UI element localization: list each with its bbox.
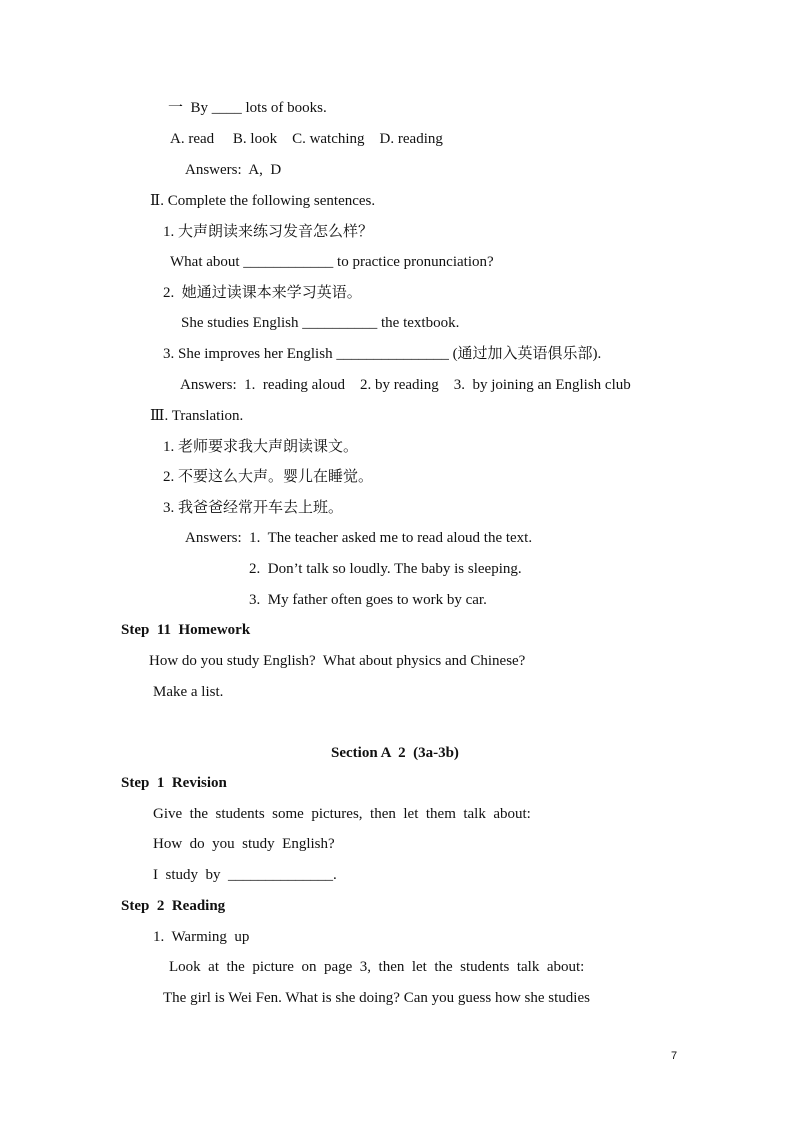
sentence-item-3: 3. She improves her English _______________ (通过加入英语俱乐部).: [163, 346, 602, 362]
answer-item-2: 2. Don’t talk so loudly. The baby is sleeping.: [249, 561, 522, 577]
translation-item-1: 1. 老师要求我大声朗读课文。: [163, 439, 359, 455]
sentence-item-2-english: She studies English __________ the textbook.: [181, 315, 460, 331]
translation-item-2: 2. 不要这么大声。婴儿在睡觉。: [163, 469, 374, 485]
section-heading-complete: Ⅱ. Complete the following sentences.: [150, 193, 376, 209]
warming-up-question: The girl is Wei Fen. What is she doing? Can you guess how she studies: [163, 990, 590, 1006]
revision-answer-blank: I study by ______________.: [153, 867, 337, 883]
page-number: 7: [671, 1050, 678, 1062]
answers-line: Answers: 1. reading aloud 2. by reading 3. by joining an English club: [180, 377, 631, 393]
quiz-options-line: A. read B. look C. watching D. reading: [170, 131, 443, 147]
step-heading-homework: Step 11 Homework: [121, 622, 251, 638]
revision-instruction: Give the students some pictures, then let them talk about:: [153, 806, 531, 822]
sentence-item-1-english: What about ____________ to practice pronunciation?: [170, 254, 494, 270]
section-title: Section A 2 (3a-3b): [331, 745, 459, 761]
revision-question: How do you study English?: [153, 836, 335, 852]
translation-item-3: 3. 我爸爸经常开车去上班。: [163, 500, 344, 516]
section-heading-translation: Ⅲ. Translation.: [150, 408, 244, 424]
answers-line: Answers: 1. The teacher asked me to read aloud the text.: [185, 530, 533, 546]
answer-item-3: 3. My father often goes to work by car.: [249, 592, 487, 608]
answers-line: Answers: A, D: [185, 162, 282, 178]
sentence-item-1-chinese: 1. 大声朗读来练习发音怎么样？: [163, 224, 374, 240]
homework-instruction: Make a list.: [153, 684, 224, 700]
step-heading-revision: Step 1 Revision: [121, 775, 227, 791]
warming-up-instruction: Look at the picture on page 3, then let the students talk about:: [169, 959, 585, 975]
quiz-question-line: 一 By ____ lots of books.: [168, 100, 327, 116]
warming-up-item: 1. Warming up: [153, 929, 250, 945]
step-heading-reading: Step 2 Reading: [121, 898, 226, 914]
sentence-item-2-chinese: 2. 她通过读课本来学习英语。: [163, 285, 362, 301]
homework-question: How do you study English? What about physics and Chinese?: [149, 653, 526, 669]
